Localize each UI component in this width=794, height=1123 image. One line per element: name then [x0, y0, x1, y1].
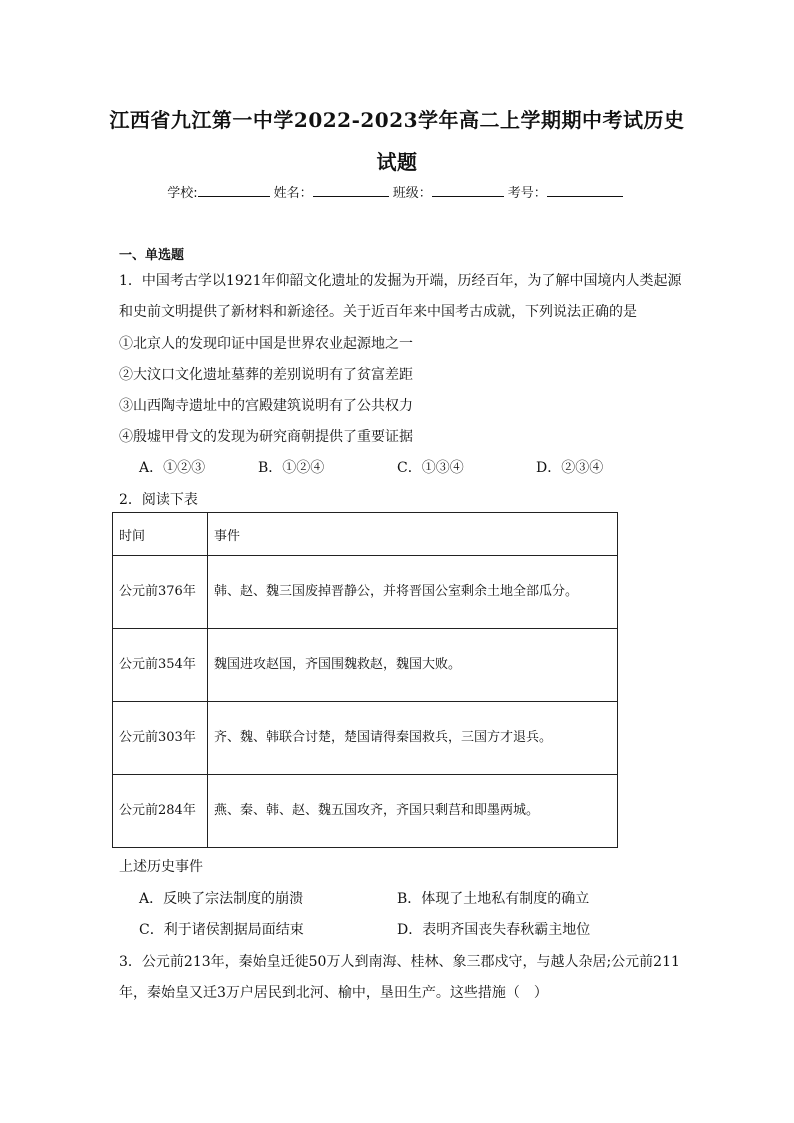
q1-item-3: ③山西陶寺遗址中的宫殿建筑说明有了公共权力 — [119, 398, 413, 414]
q1-item-1: ①北京人的发现印证中国是世界农业起源地之一 — [119, 336, 413, 352]
school-label: 学校: — [167, 186, 198, 201]
q1-option-a[interactable]: A．①②③ — [139, 460, 206, 476]
q3-stem-1: 3．公元前213年，秦始皇迁徙50万人到南海、桂林、象三郡戍守，与越人杂居;公元前211 — [119, 954, 680, 970]
row-event: 魏国进攻赵国，齐国围魏救赵，魏国大败。 — [208, 629, 618, 702]
number-blank[interactable] — [547, 184, 623, 197]
row-event: 齐、魏、韩联合讨楚，楚国请得秦国救兵，三国方才退兵。 — [208, 702, 618, 775]
row-time: 公元前284年 — [113, 775, 208, 848]
q2-after: 上述历史事件 — [119, 859, 203, 875]
table-header-row — [113, 513, 618, 556]
table-row — [113, 629, 618, 702]
section-heading: 一、单选题 — [119, 248, 185, 263]
page-title: 江西省九江第一中学2022-2023学年高二上学期期中考试历史 — [109, 108, 685, 132]
q2-stem: 2．阅读下表 — [119, 492, 198, 508]
class-blank[interactable] — [432, 184, 504, 197]
row-event: 韩、赵、魏三国废掉晋静公，并将晋国公室剩余土地全部瓜分。 — [208, 556, 618, 629]
row-time: 公元前376年 — [113, 556, 208, 629]
q2-option-a[interactable]: A．反映了宗法制度的崩溃 — [139, 891, 304, 907]
events-table — [112, 512, 618, 848]
name-label: 姓名： — [273, 186, 313, 201]
name-blank[interactable] — [313, 184, 389, 197]
class-label: 班级： — [392, 186, 432, 201]
row-event: 燕、秦、韩、赵、魏五国攻齐，齐国只剩莒和即墨两城。 — [208, 775, 618, 848]
row-time: 公元前354年 — [113, 629, 208, 702]
q1-item-2: ②大汶口文化遗址墓葬的差别说明有了贫富差距 — [119, 367, 413, 383]
q1-item-4: ④殷墟甲骨文的发现为研究商朝提供了重要证据 — [119, 429, 413, 445]
q2-option-d[interactable]: D．表明齐国丧失春秋霸主地位 — [397, 922, 591, 938]
q2-option-c[interactable]: C．利于诸侯割据局面结束 — [139, 922, 304, 938]
q1-option-c[interactable]: C．①③④ — [397, 460, 464, 476]
header-event: 事件 — [208, 513, 618, 556]
table-row — [113, 775, 618, 848]
number-label: 考号： — [507, 186, 547, 201]
student-info — [0, 182, 794, 201]
page-title-cont: 试题 — [376, 150, 418, 174]
row-time: 公元前303年 — [113, 702, 208, 775]
q3-stem-2: 年，秦始皇又迁3万户居民到北河、榆中，垦田生产。这些措施（ ） — [119, 985, 548, 1001]
table-row — [113, 702, 618, 775]
school-blank[interactable] — [198, 184, 270, 197]
table-row — [113, 556, 618, 629]
q1-option-d[interactable]: D．②③④ — [536, 460, 604, 476]
q1-stem-2: 和史前文明提供了新材料和新途径。关于近百年来中国考古成就，下列说法正确的是 — [119, 304, 637, 320]
header-time: 时间 — [113, 513, 208, 556]
q1-option-b[interactable]: B．①②④ — [258, 460, 325, 476]
q2-option-b[interactable]: B．体现了土地私有制度的确立 — [397, 891, 590, 907]
q1-stem-1: 1．中国考古学以1921年仰韶文化遗址的发掘为开端，历经百年，为了解中国境内人类起源 — [119, 273, 682, 289]
